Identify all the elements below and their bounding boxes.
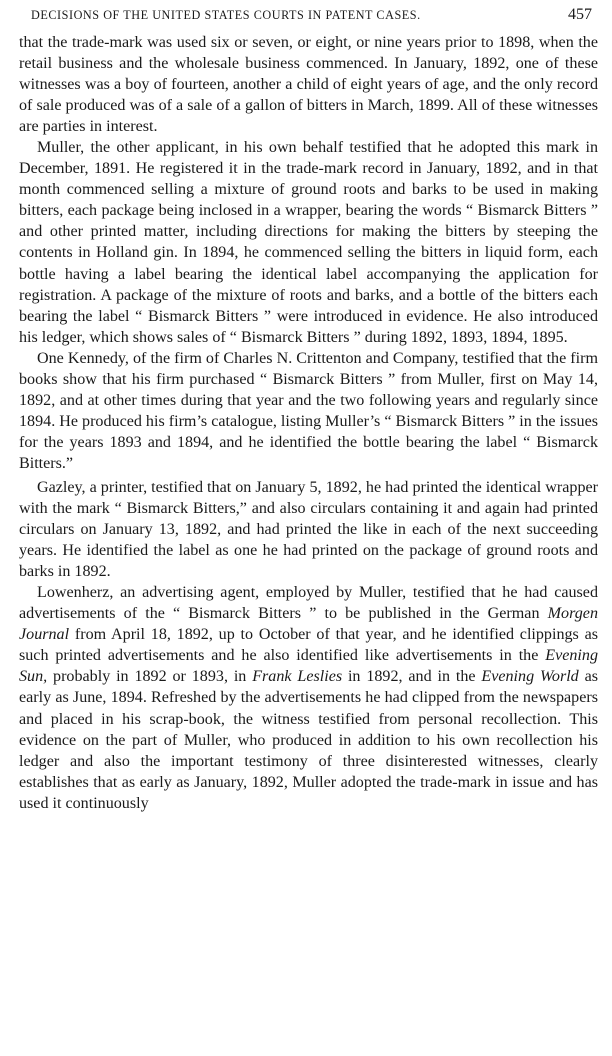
paragraph-text: that the trade-mark was used six or seven, or eight, or nine years prior to 1898, when the retail business and the wholesale business commenced. In January, 1892, one of these witnesses was a boy of fourteen, another a child of eight years of age, and the only record of sale produced was of a sale of a gallon of bitters in March, 1899. All of these witnesses are parties in interest. [19, 34, 598, 136]
paragraph-kennedy-testimony [19, 348, 598, 474]
running-head: DECISIONS OF THE UNITED STATES COURTS IN PATENT CASES. [31, 8, 421, 22]
paragraph-text: One Kennedy, of the firm of Charles N. Crittenton and Company, testified that the firm books show that his firm purchased “ Bismarck Bitters ” from Muller, first on May 14, 1892, and at other times during that year and the two following years and regularly since 1894. He produced his firm’s catalogue, listing Muller’s “ Bismarck Bitters ” in the issues for the years 1893 and 1894, and he identified the bottle bearing the label “ Bismarck Bitters.” [19, 349, 598, 472]
newspaper-title: Evening Sun, [19, 647, 598, 686]
newspaper-title: Evening World [481, 668, 579, 686]
newspaper-title: Morgen Journal [19, 605, 598, 644]
body-text [19, 32, 598, 814]
page-number: 457 [568, 6, 592, 23]
paragraph-text: probably in 1892 or 1893, in [47, 668, 253, 686]
paragraph-muller-testimony [19, 137, 598, 347]
paragraph-text: Muller, the other applicant, in his own behalf testified that he adopted this mark in December, 1891. He registered it in the trade-mark record in January, 1892, and in that month commenced selling a mixture of ground roots and barks to be used in making bitters, each package being inclosed in a wrapper, bearing the words “ Bismarck Bitters ” and other printed matter, including directions for making the bitters by steeping the contents in Holland gin. In 1894, he commenced selling the bitters in liquid form, each bottle having a label bearing the identical label accompanying the application for registration. A package of the mixture of roots and barks, and a bottle of the bitters each bearing the label “ Bismarck Bitters ” were introduced in evidence. He also introduced his ledger, which shows sales of “ Bismarck Bitters ” during 1892, 1893, 1894, 1895. [19, 139, 598, 346]
paragraph-text: from April 18, 1892, up to October of that year, and he identified clippings as such printed advertisements and he also identified like advertisements in the [19, 626, 598, 665]
paragraph-gazley-testimony [19, 477, 598, 582]
paragraph-text: Lowenherz, an advertising agent, employed by Muller, testified that he had caused advertisements of the “ Bismarck Bitters ” to be published in the German [19, 584, 598, 623]
paragraph-text: in 1892, and in the [342, 668, 482, 686]
paragraph-text: as early as June, 1894. Refreshed by the advertisements he had clipped from the newspapers and placed in his scrap-book, the witness testified from personal recollection. This evidence on the part of Muller, who produced in addition to his own recollection his ledger and also the important testimony of three disinterested witnesses, clearly establishes that as early as January, 1892, Muller adopted the trade-mark in issue and has used it continuously [19, 668, 598, 812]
paragraph-lowenherz-testimony [19, 582, 598, 814]
paragraph-text: Gazley, a printer, testified that on January 5, 1892, he had printed the identical wrapper with the mark “ Bismarck Bitters,” and also circulars containing it and again had printed circulars on January 13, 1892, and had printed the like in each of the next succeeding years. He identified the label as one he had printed on the package of ground roots and barks in 1892. [19, 478, 598, 581]
paragraph-continuation [19, 32, 598, 137]
page-header [19, 6, 598, 28]
newspaper-title: Frank Leslies [252, 668, 343, 686]
